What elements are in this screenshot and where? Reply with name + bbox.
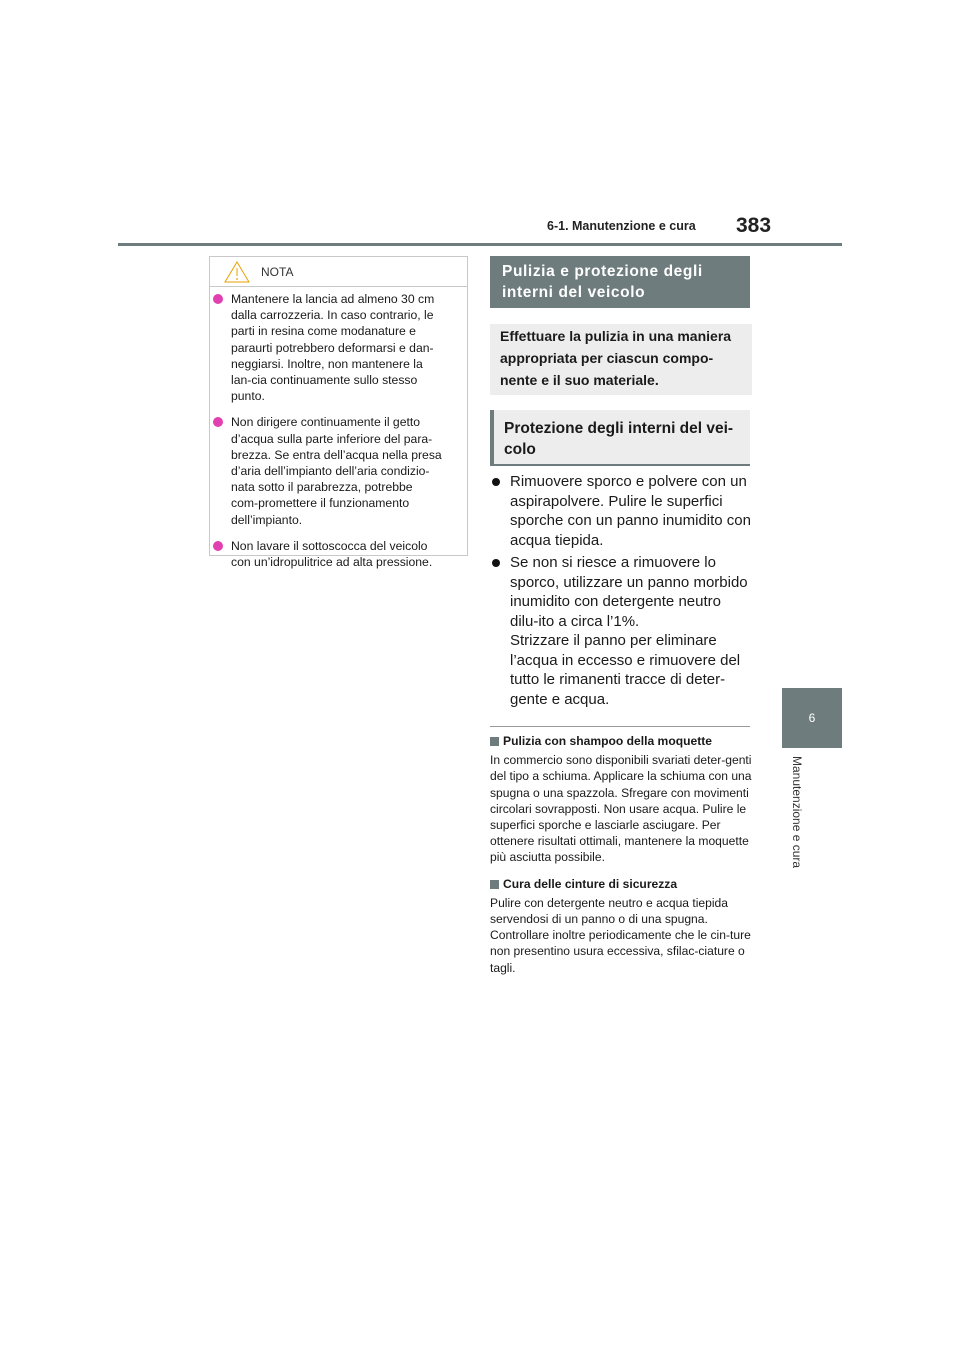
nota-item-text: Mantenere la lancia ad almeno 30 cm dalla carrozzeria. In caso contrario, le parti in resina come modanature e paraurti potrebbero deformarsi e dan-neggiarsi. Inoltre, non mantenere la lan-cia continuamente sullo stesso punto. <box>231 292 435 404</box>
subsection-title: Protezione degli interni del vei-colo <box>490 410 750 466</box>
list-item <box>490 553 752 709</box>
bullet-icon <box>492 559 500 567</box>
page-number: 383 <box>736 214 772 237</box>
notes-section <box>490 733 752 976</box>
chapter-tab[interactable] <box>782 688 842 748</box>
list-item <box>490 472 752 550</box>
square-bullet-icon <box>490 737 499 746</box>
warning-triangle-icon <box>224 261 250 283</box>
list-item-text-continued: Strizzare il panno per eliminare l’acqua in eccesso e rimuovere del tutto le rimanenti tracce di deter-gente e acqua. <box>510 632 741 708</box>
bullet-icon <box>213 417 223 427</box>
nota-item <box>213 538 443 570</box>
square-bullet-icon <box>490 880 499 889</box>
nota-item-text: Non dirigere continuamente il getto d’acqua sulla parte inferiore del para-brezza. Se entra dell’acqua nella presa d’aria dell’impianto dell’aria condizio-nata sotto il parabrezza, potrebbe com-promettere il funzionamento dell’impianto. <box>231 415 442 527</box>
note-title-text: Cura delle cinture di sicurezza <box>503 876 678 891</box>
bullet-icon <box>213 294 223 304</box>
note-body: In commercio sono disponibili svariati deter-genti del tipo a schiuma. Applicare la schiuma con una spugna o una spazzola. Sfregare con movimenti circolari sovrapposti. Non usare acqua. Pulire le superfici sporche e lasciarle asciugare. Per ottenere risultati ottimali, mantenere la moquette più asciutta possibile. <box>490 753 752 865</box>
header-divider <box>118 243 842 246</box>
section-title: Pulizia e protezione degli interni del veicolo <box>490 256 750 308</box>
note-block <box>490 876 752 976</box>
nota-item-text: Non lavare il sottoscocca del veicolo con un’idropulitrice ad alta pressione. <box>231 538 433 570</box>
bullet-icon <box>492 478 500 486</box>
instruction-list <box>490 472 752 709</box>
list-item-text: Rimuovere sporco e polvere con un aspirapolvere. Pulire le superfici sporche con un panno inumidito con acqua tiepida. <box>510 473 751 549</box>
chapter-label: Manutenzione e cura <box>790 756 804 869</box>
note-title <box>490 876 752 892</box>
nota-item <box>213 414 443 527</box>
note-title <box>490 733 752 749</box>
chapter-number: 6 <box>808 711 816 725</box>
nota-box <box>209 256 468 570</box>
note-title-text: Pulizia con shampoo della moquette <box>503 734 712 748</box>
nota-title: NOTA <box>261 265 294 279</box>
note-body: Pulire con detergente neutro e acqua tiepida servendosi di un panno o di una spugna. Controllare inoltre periodicamente che le cin-ture non presentino usura eccessiva, sfilac-ciature o tagli. <box>490 895 751 975</box>
section-summary: Effettuare la pulizia in una maniera appropriata per ciascun compo-nente e il suo materiale. <box>490 324 752 395</box>
nota-header <box>210 257 467 287</box>
nota-list <box>213 291 457 570</box>
notes-divider <box>490 726 750 727</box>
note-block <box>490 733 752 866</box>
bullet-icon <box>213 541 223 551</box>
section-header: 6-1. Manutenzione e cura <box>547 219 696 233</box>
list-item-text: Se non si riesce a rimuovere lo sporco, utilizzare un panno morbido inumidito con detergente neutro dilu-ito a circa l’1%. <box>510 554 748 630</box>
nota-item <box>213 291 443 404</box>
